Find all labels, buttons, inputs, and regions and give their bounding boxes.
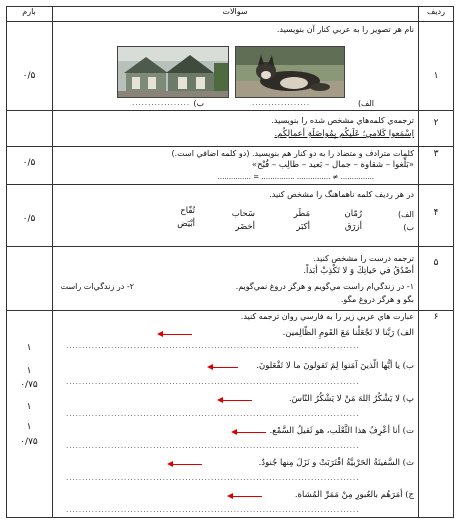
question-instruction: ترجمه‌ي كلمه‌هاي مشخص شده را بنويسيد.: [271, 116, 414, 125]
line-label-be: ب): [403, 223, 414, 232]
word-list: «بَلِّغوا – شقاوة – جمال – بَعيد – طالِب – قُبْح»: [251, 160, 414, 170]
answer-blank: ..................: [252, 99, 311, 107]
arabic-sentence: اِسْمَعوا كَلامي؛ عَلَيكُم بِمُواصَلَةِ أعمالِكُم.: [274, 129, 414, 139]
image-label-be: ب): [193, 99, 204, 108]
word-option: أبْيَض: [177, 219, 195, 229]
row-divider: [6, 110, 454, 111]
word-option: تُفّاح: [180, 206, 195, 216]
arabic-sentence: أصْدُقُ في حَياتِكَ وَ لا تَكْذِبْ أبَداً.: [303, 266, 414, 276]
answer-line: ...........................................................................................: [66, 474, 360, 482]
row-divider: [6, 246, 454, 247]
question-instruction: نام هر تصویر را به عربي كنار آن بنويسيد.: [276, 25, 414, 34]
building-photo: [117, 46, 229, 98]
row-number: ۱: [433, 71, 439, 81]
header-row-label: ردیف: [427, 7, 445, 16]
row-score: ۰/۵: [22, 214, 36, 224]
red-arrow: [172, 464, 202, 465]
answer-template: ............... = ............... ............... ≠ ...............: [217, 173, 374, 181]
item-score: ۰/۷۵: [20, 437, 38, 447]
answer-blank: ..................: [132, 99, 191, 107]
translation-option-1: ۱- در زندگي‌ام راست مي‌گويم و هرگز دروغ نمي‌گويم.: [235, 282, 414, 291]
item-score: ۰/۷۵: [20, 380, 38, 390]
item-score: ۱: [26, 343, 32, 353]
answer-line: ...........................................................................................: [66, 442, 360, 450]
score-column-divider: [52, 6, 53, 518]
translation-option-1-continued: بگو و هرگز دروغ مگو.: [340, 295, 414, 304]
line-label-alef: الف): [397, 210, 414, 219]
row-number: ۳: [433, 149, 439, 159]
item-score: ۱: [26, 402, 32, 412]
word-option: مَطَر: [293, 209, 310, 219]
row-column-divider: [418, 6, 419, 518]
question-instruction: كلمات مترادف و متضاد را به دو كنار هم بنويسيد. (دو كلمه اضافي است.): [171, 149, 414, 158]
translation-item: پ) لا يَشْكُرُ اللهَ مَنْ لا يَشْكُرُ النّاسَ.: [288, 394, 414, 404]
question-instruction: ترجمه درست را مشخص كنيد.: [313, 254, 414, 263]
header-score-label: بارم: [22, 7, 36, 16]
row-divider: [6, 310, 454, 311]
word-option: سَحاب: [231, 209, 255, 219]
item-score: ۱: [26, 422, 32, 432]
item-score: ۱: [26, 366, 32, 376]
row-number: ۵: [433, 258, 439, 268]
red-arrow: [212, 367, 238, 368]
row-score: ۰/۵: [22, 158, 36, 168]
header-questions-label: سوالات: [222, 7, 248, 16]
red-arrow: [162, 334, 192, 335]
translation-item: ث) السَّفينَةُ الحَرْبيَّةُ اقْتَرَبَتْ و نَزَلَ مِنها جُنودٌ.: [258, 458, 414, 468]
image-label-alef: الف): [357, 99, 374, 108]
translation-item: ب) يا أيُّها الّذينَ آمَنوا لِمَ تَقولونَ ما لا تَفْعَلونَ.: [256, 361, 414, 371]
translation-item: ت) أنا أعْرِفُ هذا الثَّعْلَب، هو ثَقيلُ السَّمْع.: [269, 426, 414, 436]
question-instruction: در هر رديف كلمه ناهماهنگ را مشخص كنيد.: [269, 190, 414, 199]
row-number: ۶: [433, 312, 439, 322]
row-number: ۲: [433, 118, 439, 128]
row-number: ۴: [433, 208, 439, 218]
translation-item: ج) أمَرَهُم بالعُبورِ مِنْ مَمَرِّ المُشاة.: [294, 490, 414, 500]
answer-line: ...........................................................................................: [66, 506, 360, 514]
row-score: ۰/۵: [22, 71, 36, 81]
red-arrow: [236, 432, 266, 433]
answer-line: ...........................................................................................: [66, 342, 360, 350]
question-instruction: عبارت هاي عربي زير را به فارسي روان ترجمه كنيد.: [240, 312, 414, 321]
word-option: رُمّان: [344, 209, 362, 219]
red-arrow: [232, 496, 262, 497]
header-divider: [6, 21, 454, 22]
translation-item: الف) رَبَّنا لا تَجْعَلْنا مَعَ القَومِ الظّالِمين.: [282, 328, 414, 338]
row-divider: [6, 184, 454, 185]
red-arrow: [222, 400, 252, 401]
answer-line: ...........................................................................................: [66, 378, 360, 386]
translation-option-2: ۲- در زندگي‌ات راست: [60, 282, 134, 291]
word-option: أكبَر: [296, 222, 310, 232]
dog-photo: [235, 46, 345, 98]
word-option: أخضَر: [235, 222, 255, 232]
row-divider: [6, 146, 454, 147]
answer-line: ...........................................................................................: [66, 410, 360, 418]
word-option: أزرَق: [344, 222, 362, 232]
